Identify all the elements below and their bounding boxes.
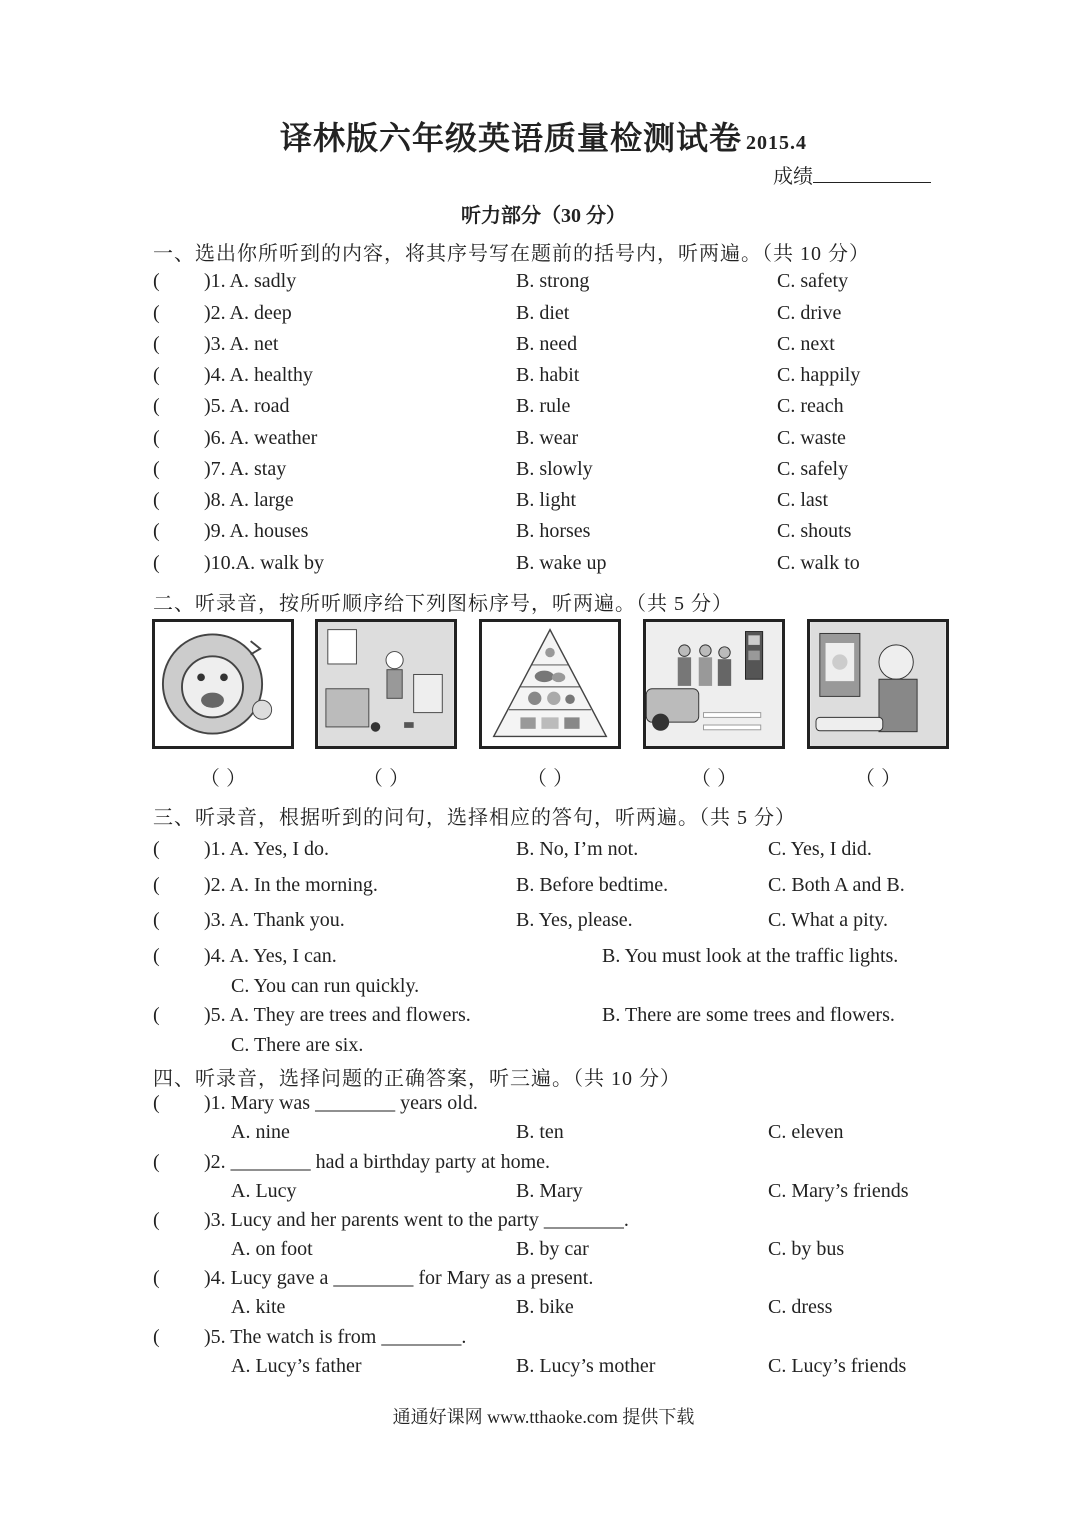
option-a: )9. A. houses <box>204 520 309 542</box>
option-a: A. on foot <box>231 1238 313 1260</box>
answer-paren[interactable]: ( <box>153 945 160 967</box>
option-a: A. Lucy’s father <box>231 1355 362 1377</box>
question-row <box>0 302 1087 332</box>
option-b: B. wear <box>516 427 579 449</box>
option-a: )10.A. walk by <box>204 552 324 574</box>
question-row <box>0 1151 1087 1181</box>
question-row <box>0 458 1087 488</box>
answer-paren[interactable]: ( <box>153 1267 160 1289</box>
option-b: B. light <box>516 489 577 511</box>
options-row <box>0 1238 1087 1268</box>
option-b: B. There are some trees and flowers. <box>602 1004 895 1026</box>
question-row <box>0 1092 1087 1122</box>
option-c: C. Mary’s friends <box>768 1180 909 1202</box>
answer-paren[interactable]: ( <box>153 838 160 860</box>
brushing-teeth-picture <box>807 619 949 749</box>
section4-heading: 四、听录音，选择问题的正确答案，听三遍。（共 10 分） <box>153 1068 681 1090</box>
crosswalk-picture <box>643 619 785 749</box>
option-c: C. next <box>777 333 835 355</box>
option-a: )7. A. stay <box>204 458 287 480</box>
option-c: C. safety <box>777 270 849 292</box>
score-label: 成绩 <box>773 166 813 188</box>
answer-paren[interactable]: ( <box>153 270 160 292</box>
option-a: )4. A. Yes, I can. <box>204 945 337 967</box>
option-c: C. dress <box>768 1296 833 1318</box>
option-b: B. Mary <box>516 1180 583 1202</box>
option-a: A. Lucy <box>231 1180 297 1202</box>
option-b: B. You must look at the traffic lights. <box>602 945 899 967</box>
question-row <box>0 333 1087 363</box>
answer-paren[interactable]: ( <box>153 458 160 480</box>
question-row <box>0 909 1087 939</box>
option-c: C. drive <box>777 302 842 324</box>
picture-answer-paren[interactable]: （ ） <box>854 766 902 790</box>
option-c: C. eleven <box>768 1121 844 1143</box>
option-a: )1. A. Yes, I do. <box>204 838 330 860</box>
question-row <box>0 1326 1087 1356</box>
answer-paren[interactable]: ( <box>153 520 160 542</box>
question-text: )5. The watch is from ________. <box>204 1326 467 1348</box>
question-text: )1. Mary was ________ years old. <box>204 1092 478 1114</box>
question-row <box>0 552 1087 582</box>
question-row <box>0 874 1087 904</box>
option-b: B. diet <box>516 302 570 324</box>
section3-heading: 三、听录音，根据听到的问句，选择相应的答句，听两遍。（共 5 分） <box>153 807 796 829</box>
answer-paren[interactable]: ( <box>153 333 160 355</box>
option-b: B. habit <box>516 364 580 386</box>
answer-paren[interactable]: ( <box>153 874 160 896</box>
option-b: B. horses <box>516 520 591 542</box>
option-c: C. You can run quickly. <box>231 975 420 997</box>
option-b: B. rule <box>516 395 571 417</box>
option-a: )5. A. road <box>204 395 290 417</box>
option-c: C. shouts <box>777 520 852 542</box>
option-a: )2. A. In the morning. <box>204 874 378 896</box>
option-b: B. bike <box>516 1296 574 1318</box>
answer-paren[interactable]: ( <box>153 395 160 417</box>
option-a: A. kite <box>231 1296 286 1318</box>
answer-paren[interactable]: ( <box>153 364 160 386</box>
option-a: )3. A. Thank you. <box>204 909 345 931</box>
picture-answer-paren[interactable]: （ ） <box>526 766 574 790</box>
question-row <box>0 1004 1087 1034</box>
title-date: 2015.4 <box>746 132 807 154</box>
option-b: B. by car <box>516 1238 589 1260</box>
picture-answer-paren[interactable]: （ ） <box>199 766 247 790</box>
option-b: B. Before bedtime. <box>516 874 669 896</box>
picture-answer-paren[interactable]: （ ） <box>690 766 738 790</box>
answer-paren[interactable]: ( <box>153 489 160 511</box>
option-b: B. strong <box>516 270 590 292</box>
messy-room-picture <box>315 619 457 749</box>
lion-mouse-picture <box>152 619 294 749</box>
answer-paren[interactable]: ( <box>153 1004 160 1026</box>
option-b: B. need <box>516 333 578 355</box>
question-row <box>0 945 1087 975</box>
option-c: C. Yes, I did. <box>768 838 872 860</box>
footer-text: 通通好课网 www.tthaoke.com 提供下载 <box>392 1407 695 1427</box>
option-b: B. Lucy’s mother <box>516 1355 656 1377</box>
answer-paren[interactable]: ( <box>153 427 160 449</box>
question-row <box>0 975 1087 1005</box>
answer-paren[interactable]: ( <box>153 1151 160 1173</box>
answer-paren[interactable]: ( <box>153 909 160 931</box>
question-row <box>0 1267 1087 1297</box>
answer-paren[interactable]: ( <box>153 552 160 574</box>
option-c: C. by bus <box>768 1238 845 1260</box>
question-row <box>0 520 1087 550</box>
question-row <box>0 1034 1087 1064</box>
section2-heading: 二、听录音，按所听顺序给下列图标序号，听两遍。（共 5 分） <box>153 593 733 615</box>
question-row <box>0 427 1087 457</box>
option-c: C. walk to <box>777 552 860 574</box>
option-c: C. safely <box>777 458 849 480</box>
question-text: )4. Lucy gave a ________ for Mary as a present. <box>204 1267 594 1289</box>
answer-paren[interactable]: ( <box>153 1209 160 1231</box>
score-field <box>773 160 931 189</box>
option-a: A. nine <box>231 1121 290 1143</box>
options-row <box>0 1121 1087 1151</box>
option-b: B. wake up <box>516 552 607 574</box>
option-b: B. slowly <box>516 458 593 480</box>
question-row <box>0 838 1087 868</box>
option-c: C. What a pity. <box>768 909 888 931</box>
score-blank[interactable] <box>813 164 931 183</box>
question-row <box>0 364 1087 394</box>
food-pyramid-picture <box>479 619 621 749</box>
option-a: )6. A. weather <box>204 427 318 449</box>
picture-answer-paren[interactable]: （ ） <box>362 766 410 790</box>
question-row <box>0 1209 1087 1239</box>
answer-paren[interactable]: ( <box>153 302 160 324</box>
option-b: B. No, I’m not. <box>516 838 639 860</box>
option-a: )2. A. deep <box>204 302 292 324</box>
options-row <box>0 1355 1087 1385</box>
answer-paren[interactable]: ( <box>153 1326 160 1348</box>
option-a: )3. A. net <box>204 333 279 355</box>
options-row <box>0 1180 1087 1210</box>
question-row <box>0 489 1087 519</box>
listening-part-title: 听力部分（30 分） <box>461 205 626 227</box>
option-a: )4. A. healthy <box>204 364 313 386</box>
answer-paren[interactable]: ( <box>153 1092 160 1114</box>
title-text: 译林版六年级英语质量检测试卷 <box>279 120 742 156</box>
question-text: )3. Lucy and her parents went to the party ________. <box>204 1209 629 1231</box>
question-text: )2. ________ had a birthday party at home. <box>204 1151 551 1173</box>
option-c: C. happily <box>777 364 861 386</box>
question-row <box>0 395 1087 425</box>
option-c: C. Lucy’s friends <box>768 1355 907 1377</box>
option-c: C. There are six. <box>231 1034 364 1056</box>
page-title <box>0 113 1087 159</box>
option-c: C. reach <box>777 395 844 417</box>
option-a: )8. A. large <box>204 489 294 511</box>
option-c: C. last <box>777 489 829 511</box>
option-a: )5. A. They are trees and flowers. <box>204 1004 471 1026</box>
option-c: C. waste <box>777 427 846 449</box>
options-row <box>0 1296 1087 1326</box>
option-a: )1. A. sadly <box>204 270 297 292</box>
question-row <box>0 270 1087 300</box>
option-b: B. Yes, please. <box>516 909 633 931</box>
section1-heading: 一、选出你所听到的内容，将其序号写在题前的括号内，听两遍。（共 10 分） <box>153 243 870 265</box>
option-c: C. Both A and B. <box>768 874 905 896</box>
option-b: B. ten <box>516 1121 564 1143</box>
